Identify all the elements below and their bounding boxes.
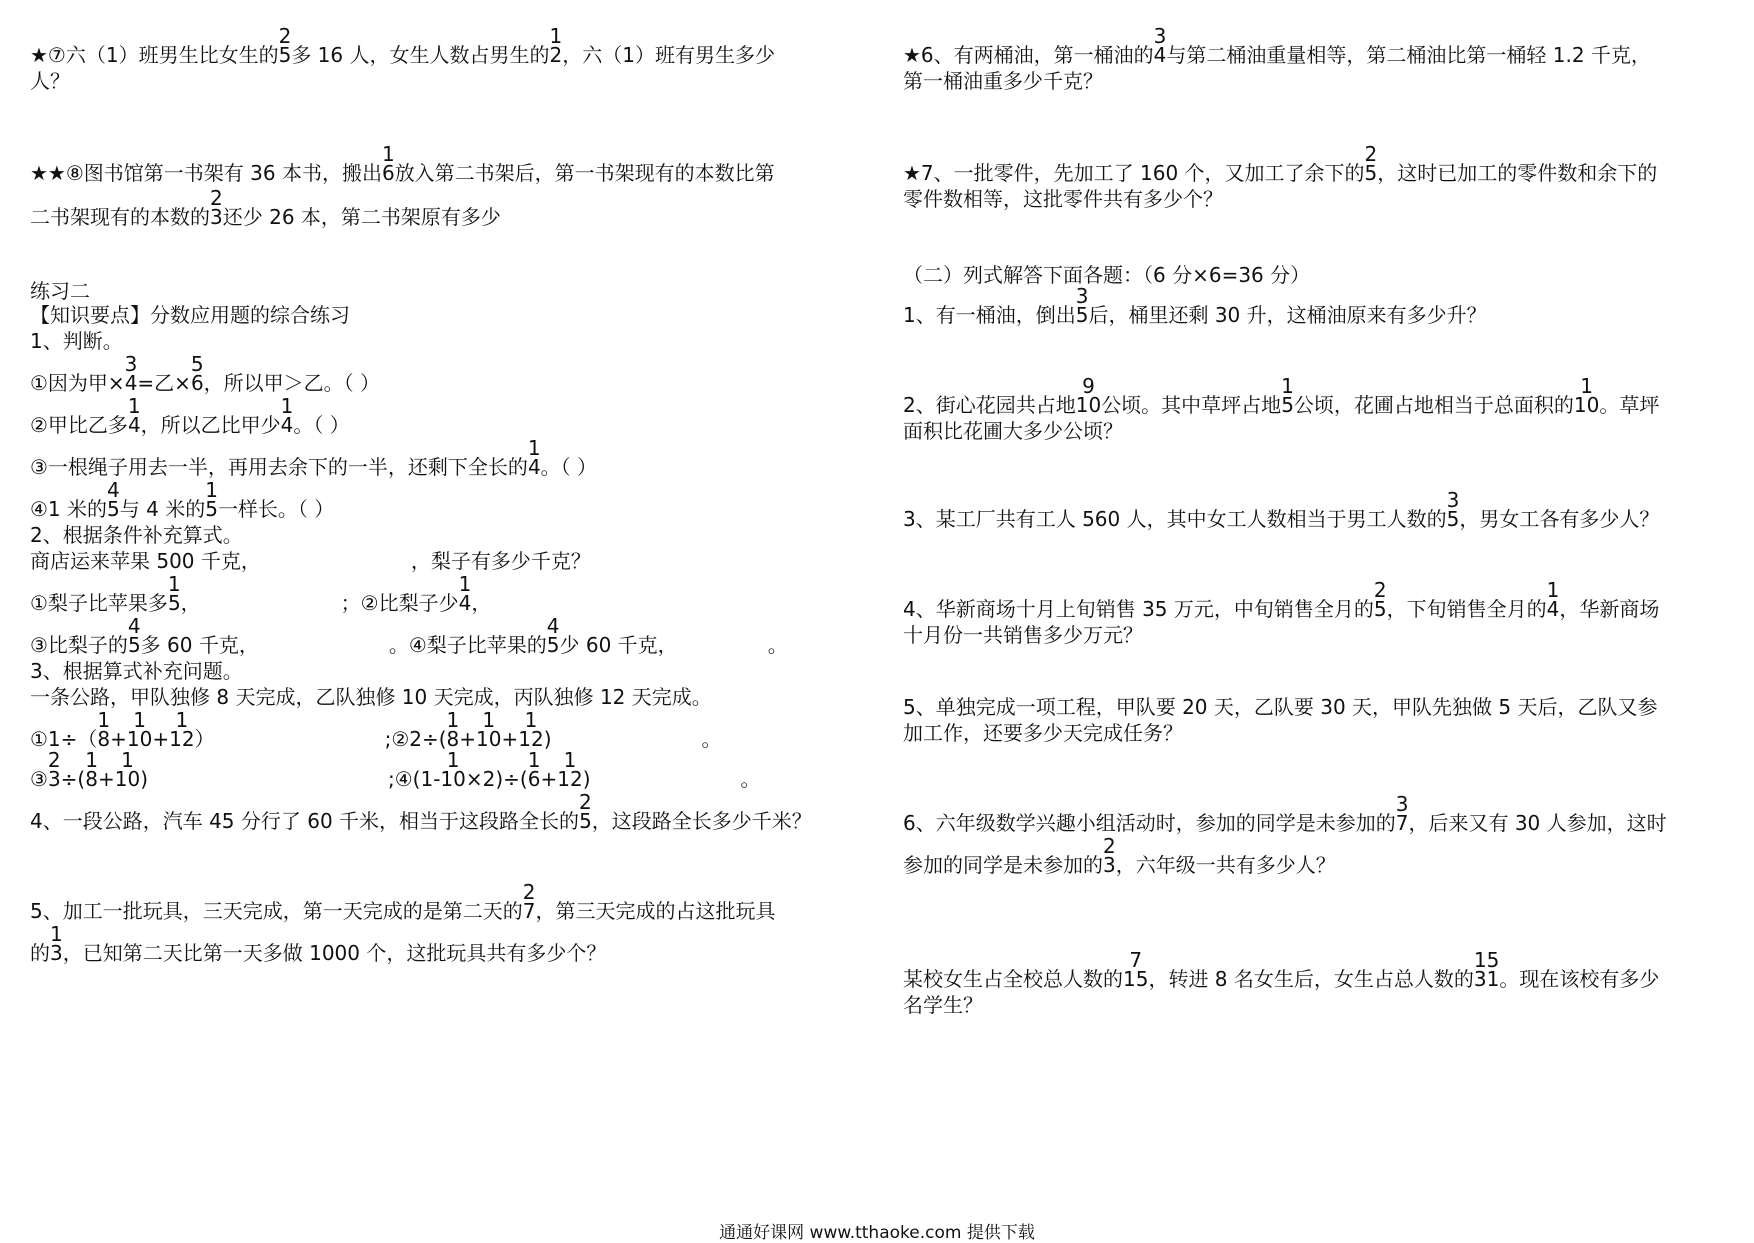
page-footer: 通通好课网 www.tthaoke.com 提供下载 — [719, 1223, 1035, 1243]
fraction-numerator: 4 — [127, 614, 141, 638]
text-segment: 。 — [740, 767, 761, 791]
text-segment: 十月份一共销售多少万元？ — [903, 623, 1143, 647]
fraction-denominator: 10 — [114, 767, 141, 791]
fraction-numerator: 1 — [527, 436, 541, 460]
fraction-numerator: 15 — [1473, 948, 1500, 972]
fraction-numerator: 9 — [1082, 374, 1095, 398]
problem-line — [30, 352, 381, 396]
text-segment: 的 — [30, 941, 50, 965]
text-segment: 。现在该校有多少 — [1499, 967, 1660, 991]
problem-line — [30, 142, 775, 186]
fraction — [1075, 374, 1102, 418]
text-segment: 与第二桶油重量相等，第二桶油比第一桶轻 1.2 千克， — [1166, 43, 1651, 67]
text-segment: 公顷。其中草坪占地 — [1101, 393, 1282, 417]
problem-line — [30, 302, 350, 328]
fraction — [127, 394, 141, 438]
problem-line — [30, 880, 776, 924]
text-segment: 2、根据条件补充算式。 — [30, 523, 243, 547]
text-segment: ，第三天完成的占这批玩具 — [535, 899, 776, 923]
fraction — [97, 708, 111, 752]
fraction — [85, 748, 98, 792]
fraction-numerator: 1 — [563, 748, 577, 772]
fraction-denominator: 5 — [1373, 597, 1387, 621]
text-segment: 参加的同学是未参加的 — [903, 853, 1103, 877]
fraction-numerator: 3 — [1395, 792, 1409, 816]
text-segment: ） — [194, 727, 215, 751]
fraction-numerator: 1 — [1546, 578, 1560, 602]
fraction-denominator: 5 — [1075, 303, 1089, 327]
fraction-numerator: 1 — [175, 708, 189, 732]
text-segment: + — [501, 727, 519, 751]
text-segment: ，梨子有多少千克？ — [410, 549, 591, 573]
fraction — [1373, 578, 1387, 622]
problem-line — [30, 478, 335, 522]
fraction — [209, 186, 223, 230]
fraction-numerator: 2 — [278, 24, 292, 48]
fraction-denominator: 5 — [167, 591, 181, 615]
problem-line — [30, 394, 350, 438]
fraction-denominator: 5 — [1446, 507, 1460, 531]
text-segment: 名学生？ — [903, 993, 983, 1017]
text-segment: ，华新商场 — [1559, 597, 1660, 621]
text-segment: + — [459, 727, 477, 751]
text-segment: ③ — [30, 767, 48, 791]
fraction-numerator: 1 — [97, 708, 111, 732]
problem-line — [903, 374, 1660, 418]
text-segment: 第一桶油重多少千克？ — [903, 69, 1103, 93]
fraction-numerator: 1 — [524, 708, 538, 732]
text-segment: ，已知第二天比第一天多做 1000 个，这批玩具共有多少个？ — [62, 941, 607, 965]
fraction-numerator: 4 — [107, 478, 120, 502]
fraction — [1075, 284, 1089, 328]
text-segment: 面积比花圃大多少公顷？ — [903, 419, 1123, 443]
text-segment: ;④(1- — [388, 767, 441, 791]
text-segment: ×2)÷( — [465, 767, 528, 791]
text-segment: 1、有一桶油，倒出 — [903, 303, 1076, 327]
text-segment: 1、判断。 — [30, 329, 123, 353]
fraction-denominator: 4 — [280, 413, 294, 437]
fraction — [1473, 948, 1500, 992]
problem-line — [30, 522, 243, 548]
fraction-numerator: 1 — [1580, 374, 1594, 398]
problem-line — [30, 548, 591, 574]
fraction — [107, 478, 120, 522]
fraction-denominator: 15 — [1123, 967, 1149, 991]
text-segment: ÷( — [60, 767, 86, 791]
fraction — [124, 352, 138, 396]
text-segment: 4、华新商场十月上旬销售 35 万元，中旬销售全月的 — [903, 597, 1374, 621]
problem-line — [30, 328, 123, 354]
fraction-denominator: 5 — [546, 633, 560, 657]
problem-line — [903, 948, 1660, 992]
problem-line — [903, 834, 1336, 878]
fraction-numerator: 1 — [458, 572, 472, 596]
fraction-numerator: 1 — [381, 142, 395, 166]
text-segment: 。（ ） — [293, 413, 350, 437]
text-segment: ，男女工各有多少人？ — [1459, 507, 1660, 531]
problem-line — [30, 658, 243, 684]
text-segment: ) — [140, 767, 148, 791]
text-segment: 4、一段公路，汽车 45 分行了 60 千米，相当于这段路全长的 — [30, 809, 580, 833]
fraction — [527, 748, 541, 792]
fraction-numerator: 3 — [124, 352, 138, 376]
fraction — [1102, 834, 1116, 878]
text-segment: ，六（1）班有男生多少 — [562, 43, 775, 67]
problem-line — [30, 748, 761, 792]
fraction-denominator: 10 — [440, 767, 466, 791]
fraction-denominator: 3 — [50, 941, 63, 965]
fraction-denominator: 4 — [127, 413, 141, 437]
text-segment: ;②2÷( — [384, 727, 447, 751]
text-segment: 【知识要点】分数应用题的综合练习 — [30, 303, 350, 327]
problem-line — [30, 572, 492, 616]
fraction — [557, 748, 583, 792]
fraction — [169, 708, 195, 752]
fraction-numerator: 2 — [47, 748, 61, 772]
text-segment: ★6、有两桶油，第一桶油的 — [903, 43, 1154, 67]
text-segment: ①梨子比苹果多 — [30, 591, 168, 615]
fraction — [549, 24, 563, 68]
text-segment: 一条公路，甲队独修 8 天完成，乙队独修 10 天完成，丙队独修 12 天完成。 — [30, 685, 712, 709]
problem-line — [30, 436, 598, 480]
text-segment: ③一根绳子用去一半，再用去余下的一半，还剩下全长的 — [30, 455, 528, 479]
fraction-numerator: 5 — [190, 352, 204, 376]
fraction-numerator: 2 — [1373, 578, 1387, 602]
fraction-denominator: 5 — [278, 43, 292, 67]
problem-line — [30, 186, 501, 230]
text-segment: ★★⑧图书馆第一书架有 36 本书，搬出 — [30, 161, 382, 185]
text-segment: 。草坪 — [1599, 393, 1660, 417]
fraction-denominator: 6 — [527, 767, 541, 791]
fraction — [1123, 948, 1149, 992]
fraction — [381, 142, 395, 186]
text-segment: ，这时已加工的零件数和余下的 — [1377, 161, 1658, 185]
text-segment: 3、根据算式补充问题。 — [30, 659, 243, 683]
problem-line — [903, 142, 1658, 186]
text-segment: ③比梨子的 — [30, 633, 128, 657]
fraction-numerator: 2 — [579, 790, 592, 814]
text-segment: 后，桶里还剩 30 升，这桶油原来有多少升？ — [1088, 303, 1487, 327]
problem-line — [30, 614, 788, 658]
fraction-denominator: 4 — [458, 591, 472, 615]
fraction-denominator: 10 — [1075, 393, 1102, 417]
problem-line — [903, 622, 1143, 648]
fraction — [1395, 792, 1409, 836]
text-segment: 人？ — [30, 69, 70, 93]
text-segment: 二书架现有的本数的 — [30, 205, 210, 229]
text-segment: ①因为甲× — [30, 371, 125, 395]
fraction-denominator: 10 — [476, 727, 502, 751]
fraction-numerator: 3 — [1075, 284, 1089, 308]
fraction-numerator: 3 — [1446, 488, 1460, 512]
fraction-numerator: 3 — [1153, 24, 1167, 48]
fraction — [47, 748, 61, 792]
text-segment: 与 4 米的 — [119, 497, 206, 521]
problem-line — [903, 578, 1660, 622]
text-segment: 5、加工一批玩具，三天完成，第一天完成的是第二天的 — [30, 899, 523, 923]
fraction-numerator: 1 — [85, 748, 98, 772]
problem-line — [30, 684, 712, 710]
fraction — [190, 352, 204, 396]
fraction-denominator: 6 — [381, 161, 395, 185]
text-segment: ，这段路全长多少千米？ — [591, 809, 812, 833]
fraction-denominator: 5 — [1364, 161, 1378, 185]
fraction-denominator: 5 — [127, 633, 141, 657]
problem-line — [30, 790, 812, 834]
fraction-denominator: 4 — [124, 371, 138, 395]
text-segment: ，下旬销售全月的 — [1386, 597, 1547, 621]
text-segment: 。 — [701, 727, 722, 751]
fraction-denominator: 8 — [97, 727, 111, 751]
fraction-numerator: 2 — [1102, 834, 1116, 858]
text-segment: ②甲比乙多 — [30, 413, 128, 437]
problem-line — [30, 68, 70, 94]
fraction-numerator: 2 — [209, 186, 223, 210]
fraction-numerator: 1 — [482, 708, 496, 732]
problem-line — [903, 488, 1660, 532]
text-segment: ；②比梨子少 — [340, 591, 459, 615]
fraction-numerator: 2 — [522, 880, 536, 904]
text-segment: + — [97, 767, 115, 791]
text-segment: + — [110, 727, 127, 751]
fraction-numerator: 1 — [1281, 374, 1294, 398]
text-segment: 。 — [767, 633, 788, 657]
text-segment: ★7、一批零件，先加工了 160 个，又加工了余下的 — [903, 161, 1365, 185]
fraction-denominator: 4 — [1546, 597, 1560, 621]
problem-line — [30, 922, 607, 966]
text-segment: ) — [543, 727, 552, 751]
fraction — [476, 708, 502, 752]
fraction-denominator: 3 — [1103, 853, 1116, 877]
text-segment: 5、单独完成一项工程，甲队要 20 天，乙队要 30 天，甲队先独做 5 天后，乙队又参 — [903, 695, 1658, 719]
text-segment: ) — [582, 767, 591, 791]
text-segment: ★⑦六（1）班男生比女生的 — [30, 43, 279, 67]
problem-line — [903, 68, 1103, 94]
text-segment: 零件数相等，这批零件共有多少个？ — [903, 187, 1223, 211]
fraction-denominator: 12 — [169, 727, 195, 751]
fraction-numerator: 1 — [446, 748, 460, 772]
fraction-denominator: 7 — [1395, 811, 1409, 835]
problem-line — [903, 262, 1310, 288]
fraction — [205, 478, 218, 522]
fraction-numerator: 1 — [205, 478, 218, 502]
fraction — [49, 922, 63, 966]
fraction — [440, 748, 466, 792]
fraction — [1446, 488, 1460, 532]
problem-line — [903, 792, 1667, 836]
text-segment: =乙× — [137, 371, 191, 395]
fraction-numerator: 1 — [133, 708, 147, 732]
text-segment: ，所以甲＞乙。（ ） — [203, 371, 381, 395]
text-segment: ， — [471, 591, 492, 615]
text-segment: 加工作，还要多少天完成任务？ — [903, 721, 1183, 745]
text-segment: 3、某工厂共有工人 560 人，其中女工人数相当于男工人数的 — [903, 507, 1447, 531]
problem-line — [903, 186, 1223, 212]
problem-line — [30, 278, 90, 304]
fraction-numerator: 1 — [446, 708, 460, 732]
fraction — [458, 572, 472, 616]
problem-line — [903, 694, 1658, 720]
fraction — [1546, 578, 1560, 622]
fraction-denominator: 5 — [107, 497, 120, 521]
problem-line — [903, 720, 1183, 746]
text-segment: 多 60 千克， — [140, 633, 259, 657]
text-segment: 少 60 千克， — [559, 633, 678, 657]
fraction — [546, 614, 560, 658]
fraction-numerator: 1 — [167, 572, 181, 596]
fraction-denominator: 3 — [210, 205, 223, 229]
fraction-denominator: 5 — [1281, 393, 1294, 417]
fraction-denominator: 7 — [522, 899, 536, 923]
fraction — [1364, 142, 1378, 186]
text-segment: ，后来又有 30 人参加，这时 — [1408, 811, 1667, 835]
problem-line — [903, 418, 1123, 444]
fraction-numerator: 1 — [280, 394, 294, 418]
text-segment: ④1 米的 — [30, 497, 108, 521]
text-segment: 某校女生占全校总人数的 — [903, 967, 1123, 991]
fraction — [522, 880, 536, 924]
text-segment: 还少 26 本，第二书架原有多少 — [222, 205, 501, 229]
fraction — [1281, 374, 1294, 418]
text-segment: ①1÷（ — [30, 727, 98, 751]
fraction-denominator: 4 — [1153, 43, 1167, 67]
problem-line — [30, 24, 775, 68]
fraction-numerator: 1 — [49, 922, 63, 946]
text-segment: 一样长。（ ） — [217, 497, 335, 521]
fraction-numerator: 1 — [127, 394, 141, 418]
text-segment: 商店运来苹果 500 千克， — [30, 549, 261, 573]
problem-line — [903, 24, 1651, 68]
fraction-numerator: 2 — [1364, 142, 1378, 166]
text-segment: 。（ ） — [540, 455, 598, 479]
fraction-numerator: 4 — [546, 614, 560, 638]
text-segment: + — [540, 767, 558, 791]
problem-line — [903, 992, 983, 1018]
fraction-denominator: 8 — [446, 727, 460, 751]
fraction-denominator: 6 — [190, 371, 204, 395]
fraction-numerator: 1 — [527, 748, 541, 772]
fraction-denominator: 12 — [518, 727, 544, 751]
text-segment: 练习二 — [30, 279, 90, 303]
text-segment: + — [152, 727, 170, 751]
text-segment: 放入第二书架后，第一书架现有的本数比第 — [394, 161, 775, 185]
fraction-denominator: 5 — [579, 809, 592, 833]
fraction-numerator: 7 — [1129, 948, 1143, 972]
problem-line — [903, 284, 1487, 328]
fraction-denominator: 3 — [47, 767, 61, 791]
fraction — [278, 24, 292, 68]
fraction — [1153, 24, 1167, 68]
text-segment: 。④梨子比苹果的 — [388, 633, 547, 657]
fraction-denominator: 12 — [557, 767, 583, 791]
fraction — [1573, 374, 1600, 418]
fraction-denominator: 4 — [527, 455, 541, 479]
fraction-denominator: 8 — [85, 767, 98, 791]
fraction-denominator: 31 — [1473, 967, 1500, 991]
fraction — [114, 748, 141, 792]
fraction — [527, 436, 541, 480]
fraction-denominator: 5 — [205, 497, 218, 521]
text-segment: 2、街心花园共占地 — [903, 393, 1076, 417]
text-segment: ，六年级一共有多少人？ — [1115, 853, 1336, 877]
text-segment: ，所以乙比甲少 — [140, 413, 281, 437]
text-segment: 6、六年级数学兴趣小组活动时，参加的同学是未参加的 — [903, 811, 1396, 835]
fraction — [579, 790, 592, 834]
text-segment: （二）列式解答下面各题：（6 分×6=36 分） — [903, 263, 1311, 287]
text-segment: ， — [180, 591, 201, 615]
fraction-denominator: 2 — [549, 43, 563, 67]
fraction — [127, 614, 141, 658]
fraction-denominator: 10 — [126, 727, 153, 751]
text-segment: 公顷，花圃占地相当于总面积的 — [1293, 393, 1574, 417]
fraction-denominator: 10 — [1573, 393, 1600, 417]
text-segment: 多 16 人，女生人数占男生的 — [291, 43, 550, 67]
fraction — [280, 394, 294, 438]
fraction-numerator: 1 — [549, 24, 563, 48]
fraction-numerator: 1 — [121, 748, 134, 772]
fraction — [167, 572, 181, 616]
text-segment: ，转进 8 名女生后，女生占总人数的 — [1148, 967, 1474, 991]
